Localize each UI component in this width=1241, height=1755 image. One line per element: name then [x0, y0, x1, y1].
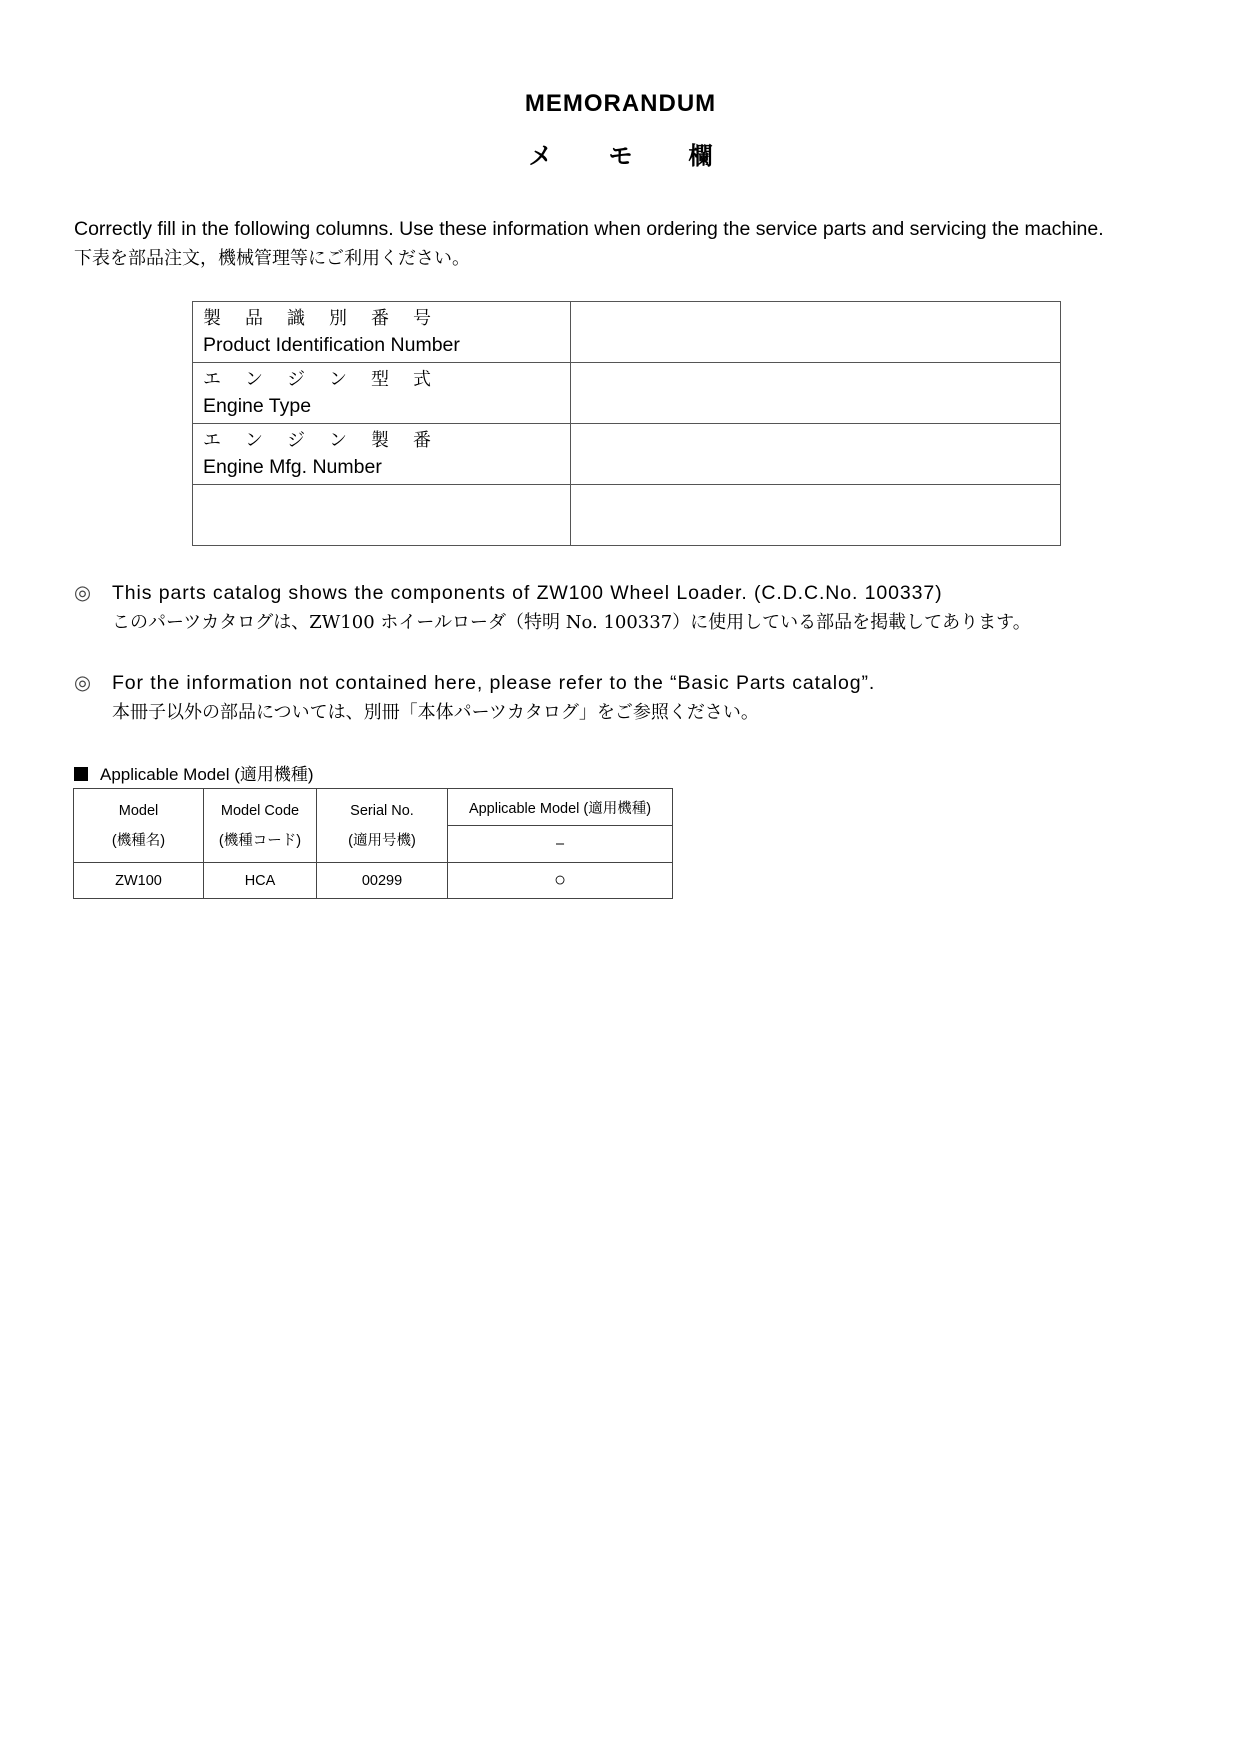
- cell-serial: 00299: [317, 863, 448, 899]
- engine-mfg-value-cell[interactable]: [571, 424, 1061, 485]
- note-components: [74, 578, 1031, 638]
- memo-title: MEMORANDUM: [524, 90, 717, 117]
- label-jp: [203, 305, 570, 332]
- label-cell: [193, 424, 571, 485]
- label-jp-char: ジ: [287, 369, 305, 390]
- note-en: This parts catalog shows the components of ZW100 Wheel Loader. (C.D.C.No. 100337): [112, 582, 943, 604]
- header-serial-jp: (適用号機): [348, 832, 416, 849]
- applicable-model-title: Applicable Model (適用機種): [100, 765, 314, 784]
- label-jp-char: エ: [203, 369, 221, 390]
- label-jp-char: 号: [413, 308, 431, 329]
- header-model: [74, 789, 204, 863]
- label-en: Product Identification Number: [203, 334, 460, 356]
- note-jp: 本冊子以外の部品については、別冊「本体パーツカタログ」をご参照ください。: [112, 702, 759, 723]
- label-jp-char: ン: [329, 369, 347, 390]
- table-row: [193, 424, 1061, 485]
- blank-label-cell[interactable]: [193, 485, 571, 546]
- note-en: For the information not contained here, please refer to the “Basic Parts catalog”.: [112, 672, 876, 694]
- label-en: Engine Type: [203, 395, 312, 417]
- header-model-code: [204, 789, 317, 863]
- header-serial: [317, 789, 448, 863]
- intro-text: [74, 214, 1104, 274]
- header-applicable-sub: –: [448, 826, 673, 863]
- label-jp-char: 品: [245, 308, 263, 329]
- label-jp-char: 別: [329, 308, 347, 329]
- black-square-icon: [74, 767, 88, 781]
- label-jp-char: 製: [203, 308, 221, 329]
- memo-title-jp: [0, 136, 1241, 171]
- note-basic-catalog: [74, 668, 875, 728]
- double-circle-icon: ◎: [74, 672, 92, 694]
- circle-icon: ○: [448, 863, 673, 899]
- table-header-row: [74, 789, 673, 826]
- applicable-model-table: [73, 788, 673, 899]
- label-cell: [193, 302, 571, 363]
- title-jp-char: モ: [608, 143, 633, 170]
- label-jp-char: ン: [329, 430, 347, 451]
- table-row: [193, 485, 1061, 546]
- label-cell: [193, 363, 571, 424]
- header-serial-en: Serial No.: [350, 802, 414, 819]
- note-jp: このパーツカタログは、ZW100 ホイールローダ（特明 No. 100337）に使用している部品を掲載してあります。: [112, 612, 1031, 633]
- title-jp-char: 欄: [688, 143, 713, 170]
- label-jp-char: 番: [371, 308, 389, 329]
- double-circle-icon: ◎: [74, 582, 92, 604]
- label-jp: [203, 427, 570, 454]
- engine-type-value-cell[interactable]: [571, 363, 1061, 424]
- label-jp-char: 式: [413, 369, 431, 390]
- header-code-jp: (機種コード): [218, 832, 302, 849]
- applicable-model-heading: [74, 760, 314, 785]
- table-row: [74, 863, 673, 899]
- label-jp-char: 製: [371, 430, 389, 451]
- identification-table: [192, 301, 1061, 546]
- table-row: [193, 302, 1061, 363]
- header-model-jp: (機種名): [111, 832, 166, 849]
- label-jp-char: エ: [203, 430, 221, 451]
- title-jp-char: メ: [528, 143, 553, 170]
- label-jp-char: 番: [413, 430, 431, 451]
- label-jp-char: ジ: [287, 430, 305, 451]
- product-id-value-cell[interactable]: [571, 302, 1061, 363]
- label-jp-char: 型: [371, 369, 389, 390]
- table-row: [193, 363, 1061, 424]
- header-applicable: Applicable Model (適用機種): [448, 789, 673, 826]
- label-jp: [203, 366, 570, 393]
- header-code-en: Model Code: [220, 802, 300, 819]
- cell-model-code: HCA: [204, 863, 317, 899]
- header-model-en: Model: [118, 802, 159, 819]
- label-jp-char: ン: [245, 369, 263, 390]
- blank-value-cell[interactable]: [571, 485, 1061, 546]
- cell-model: ZW100: [74, 863, 204, 899]
- label-jp-char: ン: [245, 430, 263, 451]
- intro-jp: 下表を部品注文，機械管理等にご利用ください。: [74, 248, 470, 269]
- label-jp-char: 識: [287, 308, 305, 329]
- label-en: Engine Mfg. Number: [203, 456, 382, 478]
- intro-en: Correctly fill in the following columns. Use these information when ordering the service parts and servicing the machine.: [74, 218, 1104, 240]
